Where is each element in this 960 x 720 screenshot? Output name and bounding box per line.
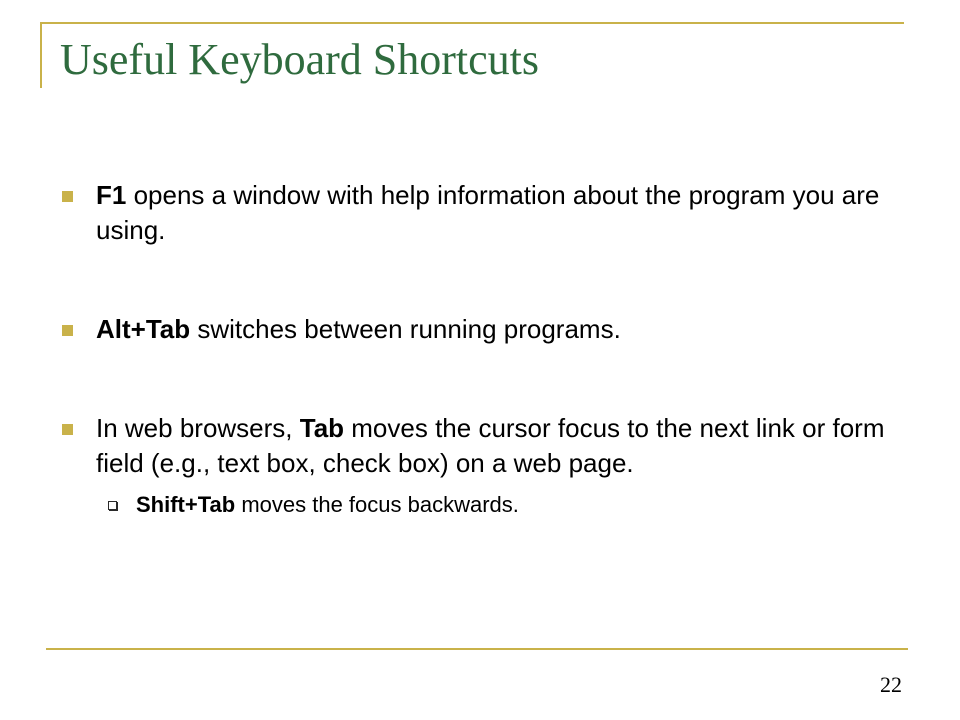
square-bullet-icon: [62, 191, 73, 202]
hollow-square-bullet-icon: [108, 501, 117, 510]
sub-bullet-item-shift-tab: [60, 491, 910, 519]
bullet-item-alt-tab: [60, 312, 910, 347]
top-rule: [40, 22, 904, 24]
page-number: 22: [880, 672, 902, 697]
bottom-rule: [46, 648, 908, 650]
shortcut-key: F1: [96, 180, 127, 210]
bullet-text: moves the cursor focus to the next link or form field (e.g., text box, check box) on a web page.: [96, 413, 885, 478]
bullet-text: opens a window with help information about the program you are using.: [96, 180, 880, 245]
bullet-item-tab: [60, 411, 910, 481]
sub-bullet-text: moves the focus backwards.: [235, 492, 519, 517]
square-bullet-icon: [62, 325, 73, 336]
shortcut-key: Shift+Tab: [136, 492, 236, 517]
slide-title: Useful Keyboard Shortcuts: [60, 35, 540, 84]
bullet-list: [60, 178, 910, 519]
bullet-text: switches between running programs.: [190, 314, 621, 344]
square-bullet-icon: [62, 424, 73, 435]
shortcut-key: Tab: [299, 413, 345, 443]
bullet-lead-text: In web browsers,: [96, 413, 300, 443]
shortcut-key: Alt+Tab: [96, 314, 191, 344]
bullet-item-f1: [60, 178, 910, 248]
left-rule: [40, 22, 42, 88]
